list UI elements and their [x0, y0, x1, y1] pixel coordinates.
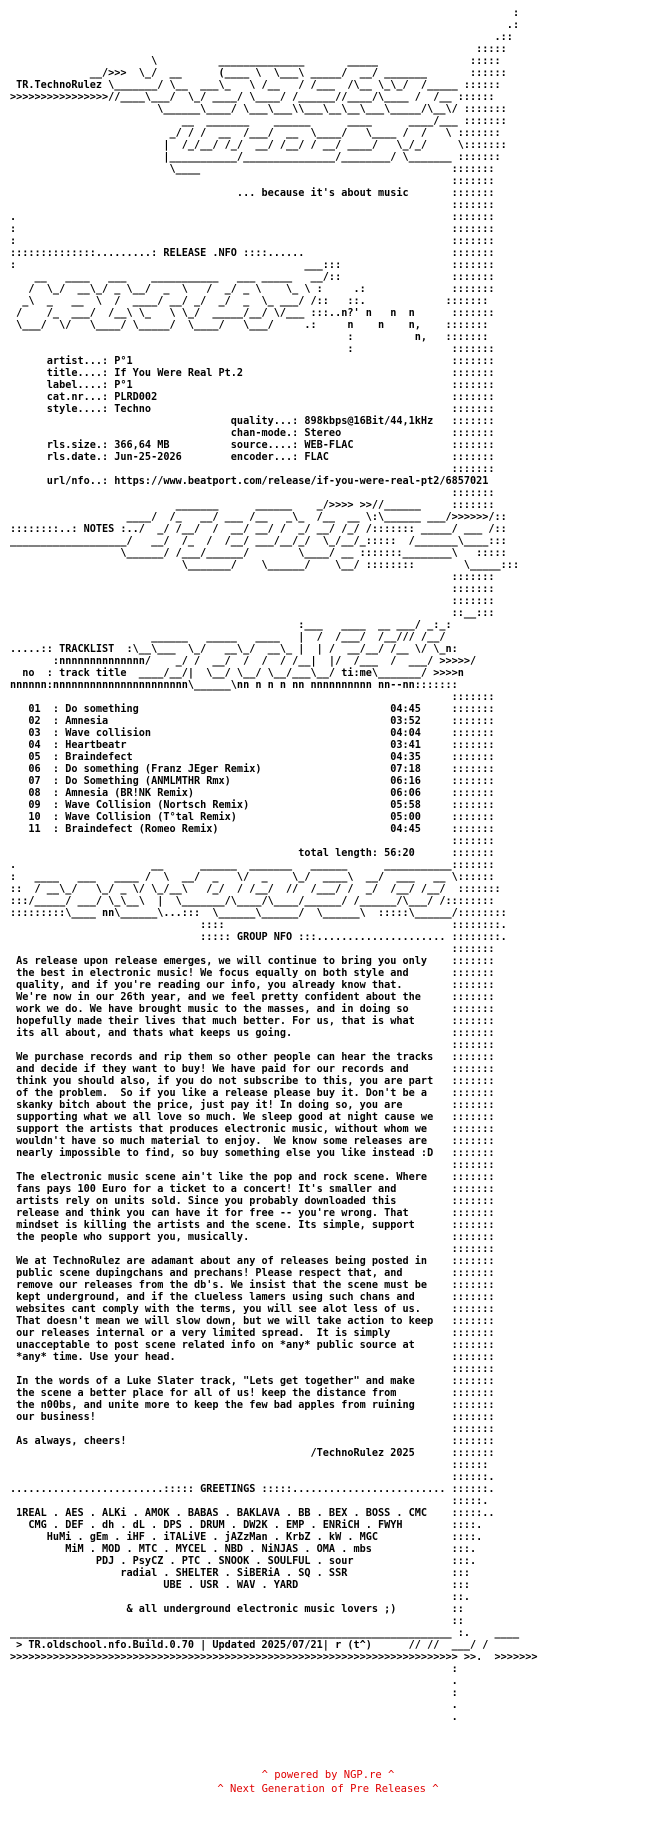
footer-credits	[0, 1768, 656, 1796]
footer-powered-by: ^ powered by NGP.re ^	[261, 1769, 395, 1781]
nfo-ascii-document: : .: .:: ::::: \ ______________ _____ ::::: __/>>> \_/ __ (____ \ \___\ _____/ __/ _______ :::::: TR.TechnoRulez \_______/ \__ ___\_ \ /__ / /___ /\__ \_\_/ /_____ :::::: >>>>>>>>>>>>>>>>//____\___/ \_/ ____/ \____/ /______//____/\____ / /__ :::::: \______\____/ \___\___\\___\__\__\___\_____/\__\/ ::::::: __ _______ ______ ____ ____/___ ::::::: _/ / / __ /___/ __ \____/ \____ / / \ ::::::: | /_/__/ /_/ __/ /__/ / __/ ____/ \_/_/ \::::::: |___________/_______________/________/ \_______ ::::::: \____ ::::::: ::::::: ... because it's about music ::::::: ::::::: . ::::::: : ::::::: : ::::::: ::::::::::::::.........: RELEASE .NFO ::::...... ::::::: : ___::: ::::::: __ ____ ___ ___________ ___ _____ __/:: ::::::: / \_/ __\_/ _ \__/ _ \ / _/ _ \ \_ \ : .: ::::::: _\ _ __ \ / ____/ __/ _/ _/ _ \_ ___/ /:: ::. ::::::: / /_ ___/ /__\ \_ \ \_/ _____/__/ \/___ :::..n?' n n n ::::::: \___/ \/ \____/ \_____/ \____/ \___/ .: n n n, ::::::: : n, ::::::: : ::::::: artist...: P°1 ::::::: title....: If You Were Real Pt.2 ::::::: label....: P°1 ::::::: cat.nr...: PLRD002 ::::::: style....: Techno ::::::: quality...: 898kbps@16Bit/44,1kHz ::::::: chan-mode.: Stereo ::::::: rls.size.: 366,64 MB source....: WEB-FLAC ::::::: rls.date.: Jun-25-2026 encoder...: FLAC ::::::: ::::::: url/nfo..: https://www.beatport.com/release/if-you-were-real-pt2/6857021 ::::::: _______ ______ _/>>>> >>//______ ::::::: ____/ /_ __/ ___ /__ _\_ /__ __ \:\______ ___/>>>>>>/:: ::::::::..: NOTES :../ _/ /__/ / __/ __/ / _/ __/ /_/ /::::::: _____/ ___ /:: ___________________/ __/ /_ / /__/ ___/__/_/ \_/__/_::::: /_______\____::: \______/ /___/______/ \____/ __ :::::::________\ ::::: \_______/ \______/ \__/ :::::::: \_____::: ::::::: ::::::: ::::::: ::__::: :___ ____ __ ___/ _:_: ______ _____ ____ | / /___/ /__/// /__/ .....:: TRACKLIST :\__\___ \_/ __\_/ __\_ | | / __/__/ /__ \/ \_n: :nnnnnnnnnnnnnn/ _/ / __/ / / / /__| |/ /___ / ___/ >>>>>/ no : track title ____/__/| \__/ \__/ \__/___\__/ ti:me\_______/ >>>>n nnnnnn:nnnnnnnnnnnnnnnnnnnnnn\______\nn n n n nn nnnnnnnnnn nn--nn::::::: ::::::: 01 : Do something 04:45 ::::::: 02 : Amnesia 03:52 ::::::: 03 : Wave collision 04:04 ::::::: 04 : Heartbeatr 03:41 ::::::: 05 : Braindefect 04:35 ::::::: 06 : Do something (Franz JEger Remix) 07:18 ::::::: 07 : Do Something (ANMLMTHR Rmx) 06:16 ::::::: 08 : Amnesia (BR!NK Remix) 06:06 ::::::: 09 : Wave Collision (Nortsch Remix) 05:58 ::::::: 10 : Wave Collision (T°tal Remix) 05:00 ::::::: 11 : Braindefect (Romeo Remix) 04:45 ::::::: ::::::: total length: 56:20 ::::::: . __ ______ _______ ______ ___________::::::: : ____ ___ ____ / \ __/ _ \/ _ \_/ ____\ __/ ___ __ \:::::: :: / __\_/ \_/ _ \/ \_/__\ /_/ / /__/ // /___/ / _/ /__/ /__/ ::::::: :::/_____/ ___/ \_\__\ | \_______/\____/\____/______/ /______/\___/ /:::::::: :::::::::\____ nn\______\...::: \______\______/ \______\ :::::\______/:::::::: :::: ::::::::. ::::: GROUP NFO :::..................... ::::::::. ::::::: As release upon release emerges, we will continue to bring you only ::::::: the best in electronic music! We focus equally on both style and ::::::: quality, and if you're reading our info, you already know that. ::::::: We're now in our 26th year, and we feel pretty confident about the ::::::: work we do. We have brought music to the masses, and in doing so ::::::: hopefully made their lives that much better. For us, that is what ::::::: its all about, and thats what keeps us going. ::::::: ::::::: We purchase records and rip them so other people can hear the tracks ::::::: and decide if they want to buy! We have paid for our records and ::::::: think you should also, if you do not subscribe to this, you are part ::::::: of the problem. So if you like a release please buy it. Don't be a ::::::: skanky bitch about the price, just pay it! In doing so, you are ::::::: supporting what we all love so much. We sleep good at night cause we ::::::: support the artists that produces electronic music, without whom we ::::::: wouldn't have so much material to enjoy. We know some releases are ::::::: nearly impossible to find, so buy something else you like instead :D ::::::: ::::::: The electronic music scene ain't like the pop and rock scene. Where ::::::: fans pays 100 Euro for a ticket to a concert! It's smaller and ::::::: artists rely on units sold. Since you probably downloaded this ::::::: release and think you can have it for free -- you're wrong. That ::::::: mindset is killing the artists and the scene. Its simple, support ::::::: the people who support you, musically. ::::::: ::::::: We at TechnoRulez are adamant about any of releases being posted in ::::::: public scene dupingchans and prechans! Please respect that, and ::::::: remove our releases from the db's. We insist that the scene must be ::::::: kept underground, and if the clueless lamers using such chans and ::::::: websites cant comply with the terms, you will see alot less of us. ::::::: That doesn't mean we will slow down, but we will take action to keep ::::::: our releases internal or a very limited spread. It is simply ::::::: unacceptable to post scene related info on *any* public source at ::::::: *any* time. Use your head. ::::::: ::::::: In the words of a Luke Slater track, "Lets get together" and make ::::::: the scene a better place for all of us! keep the distance from ::::::: the n00bs, and unite more to keep the few bad apples from ruining ::::::: our business! ::::::: ::::::: As always, cheers! ::::::: /TechnoRulez 2025 ::::::: :::::: ::::::. .........................::::: GREETINGS :::::......................... ::::::. :::::. 1REAL . AES . ALKi . AMOK . BABAS . BAKLAVA . BB . BEX . BOSS . CMC :::::.. CMG . DEF . dh . dL . DPS . DRUM . DW2K . EMP . ENRiCH . FWYH ::::. HuMi . gEm . iHF . iTALiVE . jAZzMan . KrbZ . kW . MGC ::::. MiM . MOD . MTC . MYCEL . NBD . NiNJAS . OMA . mbs :::. PDJ . PsyCZ . PTC . SNOOK . SOULFUL . sour :::. radial . SHELTER . SiBERiA . SQ . SSR ::: UBE . USR . WAV . YARD ::: ::. & all underground electronic music lovers ;) :: :: ________________________________________________________________________ :. ____ > TR.oldschool.nfo.Build.0.70 | Updated 2025/07/21| r (t^) // // ___/ / >>>>>>>>>>>>>>>>>>>>>>>>>>>>>>>>>>>>>>>>>>>>>>>>>>>>>>>>>>>>>>>>>>>>>>>>> >>. >>>>>>> : . : . .	[10, 8, 538, 1723]
footer-tagline: ^ Next Generation of Pre Releases ^	[217, 1783, 439, 1795]
